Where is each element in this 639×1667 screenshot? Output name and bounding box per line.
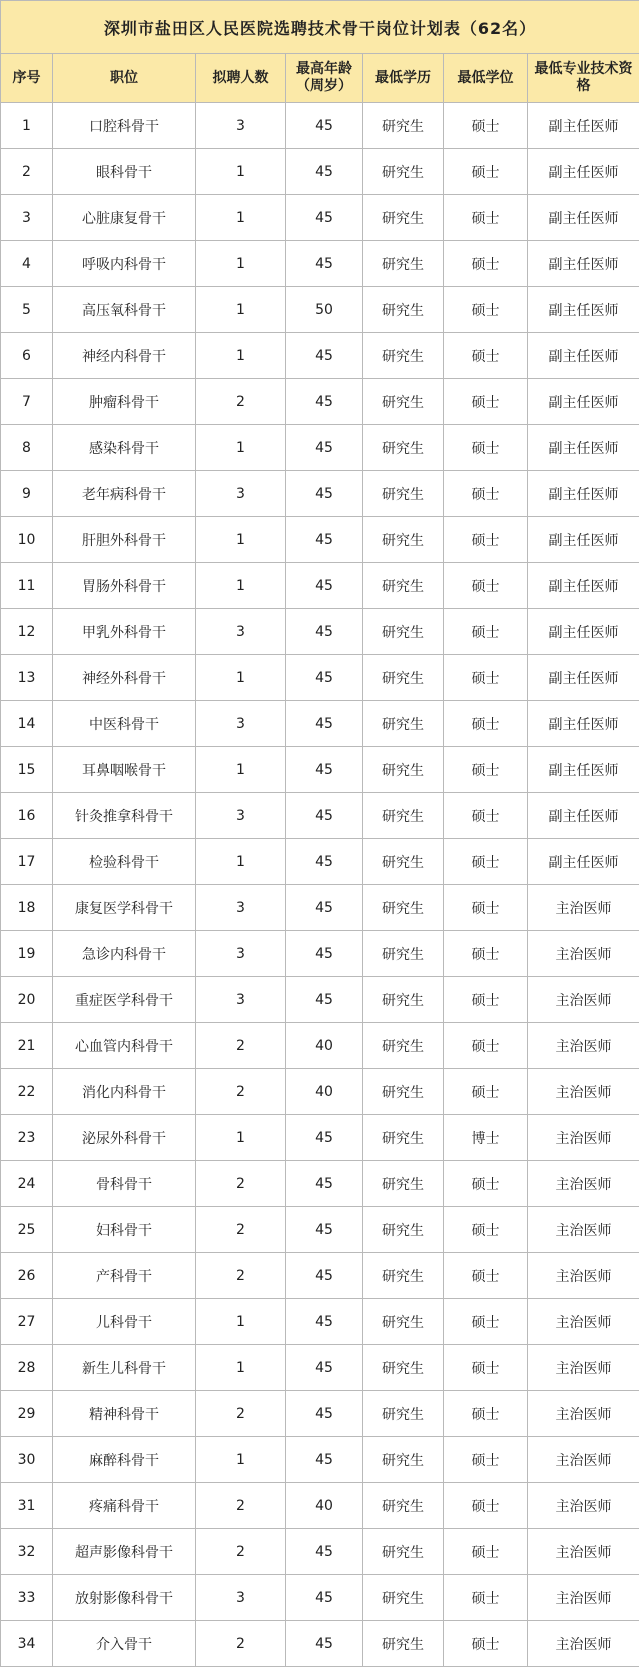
cell-position: 神经内科骨干 [53, 333, 196, 379]
cell-index: 30 [1, 1437, 53, 1483]
table-body [1, 103, 639, 1667]
cell-index: 33 [1, 1575, 53, 1621]
cell-max-age: 45 [286, 655, 363, 701]
cell-max-age: 45 [286, 471, 363, 517]
cell-max-age: 45 [286, 885, 363, 931]
cell-max-age: 45 [286, 333, 363, 379]
cell-min-qualification: 副主任医师 [528, 333, 639, 379]
cell-min-education: 研究生 [363, 1345, 444, 1391]
cell-max-age: 45 [286, 701, 363, 747]
cell-min-degree: 硕士 [444, 931, 528, 977]
cell-min-education: 研究生 [363, 1069, 444, 1115]
cell-index: 29 [1, 1391, 53, 1437]
cell-min-education: 研究生 [363, 747, 444, 793]
cell-headcount: 1 [196, 1437, 286, 1483]
cell-min-degree: 硕士 [444, 103, 528, 149]
cell-min-qualification: 副主任医师 [528, 103, 639, 149]
cell-headcount: 1 [196, 1115, 286, 1161]
cell-index: 3 [1, 195, 53, 241]
table-row [1, 1207, 639, 1253]
cell-headcount: 2 [196, 1253, 286, 1299]
cell-min-degree: 硕士 [444, 471, 528, 517]
cell-min-education: 研究生 [363, 701, 444, 747]
table-row [1, 425, 639, 471]
cell-index: 16 [1, 793, 53, 839]
cell-headcount: 3 [196, 977, 286, 1023]
cell-min-degree: 硕士 [444, 701, 528, 747]
table-row [1, 195, 639, 241]
cell-min-degree: 硕士 [444, 425, 528, 471]
cell-max-age: 50 [286, 287, 363, 333]
cell-max-age: 45 [286, 1437, 363, 1483]
cell-headcount: 1 [196, 333, 286, 379]
table-row [1, 471, 639, 517]
cell-index: 2 [1, 149, 53, 195]
cell-index: 31 [1, 1483, 53, 1529]
cell-max-age: 45 [286, 425, 363, 471]
cell-min-degree: 硕士 [444, 287, 528, 333]
cell-min-education: 研究生 [363, 1299, 444, 1345]
cell-min-degree: 硕士 [444, 609, 528, 655]
cell-min-degree: 博士 [444, 1115, 528, 1161]
cell-headcount: 1 [196, 839, 286, 885]
table-row [1, 931, 639, 977]
cell-position: 康复医学科骨干 [53, 885, 196, 931]
cell-min-education: 研究生 [363, 839, 444, 885]
cell-position: 心脏康复骨干 [53, 195, 196, 241]
cell-min-qualification: 副主任医师 [528, 379, 639, 425]
cell-headcount: 2 [196, 1023, 286, 1069]
cell-position: 急诊内科骨干 [53, 931, 196, 977]
cell-min-qualification: 主治医师 [528, 885, 639, 931]
cell-min-qualification: 主治医师 [528, 1621, 639, 1667]
table-row [1, 563, 639, 609]
cell-max-age: 45 [286, 1299, 363, 1345]
cell-index: 12 [1, 609, 53, 655]
cell-min-qualification: 副主任医师 [528, 609, 639, 655]
cell-min-education: 研究生 [363, 241, 444, 287]
cell-min-education: 研究生 [363, 425, 444, 471]
cell-min-degree: 硕士 [444, 149, 528, 195]
cell-min-education: 研究生 [363, 517, 444, 563]
cell-min-education: 研究生 [363, 379, 444, 425]
cell-min-qualification: 副主任医师 [528, 747, 639, 793]
cell-headcount: 1 [196, 1299, 286, 1345]
cell-max-age: 45 [286, 149, 363, 195]
cell-min-qualification: 副主任医师 [528, 425, 639, 471]
cell-headcount: 2 [196, 1529, 286, 1575]
cell-min-degree: 硕士 [444, 1023, 528, 1069]
cell-position: 骨科骨干 [53, 1161, 196, 1207]
cell-position: 感染科骨干 [53, 425, 196, 471]
cell-max-age: 45 [286, 195, 363, 241]
cell-index: 26 [1, 1253, 53, 1299]
cell-index: 18 [1, 885, 53, 931]
cell-headcount: 1 [196, 747, 286, 793]
cell-min-qualification: 副主任医师 [528, 701, 639, 747]
cell-position: 肿瘤科骨干 [53, 379, 196, 425]
cell-min-qualification: 主治医师 [528, 977, 639, 1023]
cell-index: 23 [1, 1115, 53, 1161]
cell-position: 新生儿科骨干 [53, 1345, 196, 1391]
header-headcount: 拟聘人数 [196, 54, 286, 103]
cell-max-age: 45 [286, 1529, 363, 1575]
cell-min-degree: 硕士 [444, 1621, 528, 1667]
table-row [1, 1161, 639, 1207]
cell-max-age: 45 [286, 609, 363, 655]
cell-max-age: 45 [286, 1391, 363, 1437]
cell-index: 4 [1, 241, 53, 287]
cell-max-age: 45 [286, 977, 363, 1023]
table-row [1, 1437, 639, 1483]
table-row [1, 1069, 639, 1115]
cell-position: 心血管内科骨干 [53, 1023, 196, 1069]
cell-headcount: 2 [196, 1207, 286, 1253]
cell-index: 8 [1, 425, 53, 471]
table-row [1, 517, 639, 563]
cell-min-degree: 硕士 [444, 793, 528, 839]
cell-index: 9 [1, 471, 53, 517]
cell-index: 24 [1, 1161, 53, 1207]
cell-position: 高压氧科骨干 [53, 287, 196, 333]
cell-min-degree: 硕士 [444, 977, 528, 1023]
header-max-age: 最高年龄（周岁） [286, 54, 363, 103]
table-row [1, 149, 639, 195]
cell-min-education: 研究生 [363, 655, 444, 701]
cell-position: 重症医学科骨干 [53, 977, 196, 1023]
cell-min-education: 研究生 [363, 1529, 444, 1575]
cell-min-degree: 硕士 [444, 1575, 528, 1621]
cell-min-degree: 硕士 [444, 1345, 528, 1391]
cell-headcount: 2 [196, 1621, 286, 1667]
cell-position: 麻醉科骨干 [53, 1437, 196, 1483]
cell-position: 肝胆外科骨干 [53, 517, 196, 563]
cell-index: 6 [1, 333, 53, 379]
cell-min-qualification: 主治医师 [528, 1161, 639, 1207]
header-min-education: 最低学历 [363, 54, 444, 103]
cell-position: 介入骨干 [53, 1621, 196, 1667]
cell-index: 1 [1, 103, 53, 149]
cell-headcount: 2 [196, 1069, 286, 1115]
cell-min-education: 研究生 [363, 1391, 444, 1437]
cell-headcount: 2 [196, 379, 286, 425]
cell-headcount: 1 [196, 1345, 286, 1391]
cell-headcount: 1 [196, 195, 286, 241]
cell-min-degree: 硕士 [444, 655, 528, 701]
cell-position: 胃肠外科骨干 [53, 563, 196, 609]
cell-min-degree: 硕士 [444, 747, 528, 793]
cell-max-age: 45 [286, 1621, 363, 1667]
cell-position: 妇科骨干 [53, 1207, 196, 1253]
header-min-degree: 最低学位 [444, 54, 528, 103]
cell-headcount: 2 [196, 1483, 286, 1529]
table-row [1, 1575, 639, 1621]
cell-min-education: 研究生 [363, 1115, 444, 1161]
cell-min-qualification: 副主任医师 [528, 241, 639, 287]
cell-min-education: 研究生 [363, 563, 444, 609]
cell-headcount: 3 [196, 471, 286, 517]
cell-min-qualification: 主治医师 [528, 1345, 639, 1391]
cell-index: 21 [1, 1023, 53, 1069]
cell-min-education: 研究生 [363, 793, 444, 839]
cell-min-degree: 硕士 [444, 1437, 528, 1483]
cell-max-age: 45 [286, 1207, 363, 1253]
cell-index: 34 [1, 1621, 53, 1667]
cell-min-qualification: 副主任医师 [528, 471, 639, 517]
cell-index: 28 [1, 1345, 53, 1391]
cell-position: 神经外科骨干 [53, 655, 196, 701]
cell-min-degree: 硕士 [444, 379, 528, 425]
table-row [1, 793, 639, 839]
cell-min-degree: 硕士 [444, 839, 528, 885]
table-row [1, 1621, 639, 1667]
cell-min-education: 研究生 [363, 195, 444, 241]
cell-max-age: 45 [286, 1253, 363, 1299]
table-row [1, 885, 639, 931]
cell-headcount: 1 [196, 287, 286, 333]
cell-position: 呼吸内科骨干 [53, 241, 196, 287]
cell-min-qualification: 主治医师 [528, 1115, 639, 1161]
cell-position: 眼科骨干 [53, 149, 196, 195]
cell-position: 超声影像科骨干 [53, 1529, 196, 1575]
cell-min-qualification: 主治医师 [528, 1483, 639, 1529]
cell-headcount: 3 [196, 793, 286, 839]
cell-min-education: 研究生 [363, 333, 444, 379]
cell-position: 检验科骨干 [53, 839, 196, 885]
cell-max-age: 45 [286, 1115, 363, 1161]
cell-position: 中医科骨干 [53, 701, 196, 747]
cell-index: 20 [1, 977, 53, 1023]
cell-min-education: 研究生 [363, 1207, 444, 1253]
cell-min-education: 研究生 [363, 149, 444, 195]
cell-min-qualification: 主治医师 [528, 931, 639, 977]
cell-index: 27 [1, 1299, 53, 1345]
cell-min-degree: 硕士 [444, 1299, 528, 1345]
table-row [1, 839, 639, 885]
cell-max-age: 45 [286, 517, 363, 563]
cell-position: 老年病科骨干 [53, 471, 196, 517]
cell-min-degree: 硕士 [444, 1391, 528, 1437]
cell-min-education: 研究生 [363, 1253, 444, 1299]
cell-position: 针灸推拿科骨干 [53, 793, 196, 839]
table-row [1, 977, 639, 1023]
cell-max-age: 45 [286, 1575, 363, 1621]
header-index: 序号 [1, 54, 53, 103]
cell-min-degree: 硕士 [444, 517, 528, 563]
cell-max-age: 45 [286, 839, 363, 885]
table-row [1, 1345, 639, 1391]
cell-min-education: 研究生 [363, 931, 444, 977]
cell-min-degree: 硕士 [444, 885, 528, 931]
cell-min-degree: 硕士 [444, 333, 528, 379]
cell-headcount: 3 [196, 931, 286, 977]
cell-headcount: 2 [196, 1161, 286, 1207]
cell-min-qualification: 主治医师 [528, 1023, 639, 1069]
cell-index: 19 [1, 931, 53, 977]
cell-headcount: 2 [196, 1391, 286, 1437]
cell-position: 疼痛科骨干 [53, 1483, 196, 1529]
table-row [1, 241, 639, 287]
cell-min-qualification: 主治医师 [528, 1069, 639, 1115]
cell-max-age: 45 [286, 103, 363, 149]
cell-min-qualification: 副主任医师 [528, 149, 639, 195]
cell-min-education: 研究生 [363, 1621, 444, 1667]
cell-headcount: 1 [196, 425, 286, 471]
cell-min-degree: 硕士 [444, 1253, 528, 1299]
cell-index: 22 [1, 1069, 53, 1115]
cell-min-education: 研究生 [363, 1023, 444, 1069]
cell-position: 消化内科骨干 [53, 1069, 196, 1115]
table-row [1, 747, 639, 793]
cell-min-degree: 硕士 [444, 1483, 528, 1529]
cell-position: 泌尿外科骨干 [53, 1115, 196, 1161]
cell-position: 产科骨干 [53, 1253, 196, 1299]
cell-min-education: 研究生 [363, 977, 444, 1023]
cell-headcount: 1 [196, 517, 286, 563]
table-row [1, 1299, 639, 1345]
cell-max-age: 45 [286, 379, 363, 425]
cell-min-degree: 硕士 [444, 1161, 528, 1207]
cell-min-qualification: 副主任医师 [528, 793, 639, 839]
cell-position: 精神科骨干 [53, 1391, 196, 1437]
cell-min-degree: 硕士 [444, 563, 528, 609]
cell-index: 15 [1, 747, 53, 793]
table-row [1, 287, 639, 333]
header-position: 职位 [53, 54, 196, 103]
cell-min-education: 研究生 [363, 287, 444, 333]
cell-headcount: 3 [196, 885, 286, 931]
cell-min-qualification: 副主任医师 [528, 517, 639, 563]
cell-min-education: 研究生 [363, 1483, 444, 1529]
cell-max-age: 45 [286, 931, 363, 977]
cell-min-education: 研究生 [363, 1161, 444, 1207]
table-title: 深圳市盐田区人民医院选聘技术骨干岗位计划表（62名） [1, 1, 639, 54]
table-row [1, 701, 639, 747]
cell-headcount: 1 [196, 149, 286, 195]
cell-index: 13 [1, 655, 53, 701]
cell-index: 32 [1, 1529, 53, 1575]
cell-max-age: 40 [286, 1483, 363, 1529]
table-row [1, 655, 639, 701]
cell-max-age: 40 [286, 1023, 363, 1069]
cell-position: 耳鼻咽喉骨干 [53, 747, 196, 793]
cell-headcount: 3 [196, 1575, 286, 1621]
cell-index: 7 [1, 379, 53, 425]
cell-index: 5 [1, 287, 53, 333]
cell-max-age: 45 [286, 241, 363, 287]
table-row [1, 333, 639, 379]
cell-position: 甲乳外科骨干 [53, 609, 196, 655]
table-row [1, 1023, 639, 1069]
cell-min-qualification: 主治医师 [528, 1253, 639, 1299]
cell-min-qualification: 副主任医师 [528, 287, 639, 333]
cell-headcount: 1 [196, 241, 286, 287]
cell-min-degree: 硕士 [444, 1069, 528, 1115]
cell-min-education: 研究生 [363, 471, 444, 517]
table-row [1, 379, 639, 425]
cell-headcount: 1 [196, 563, 286, 609]
cell-min-qualification: 副主任医师 [528, 839, 639, 885]
cell-min-education: 研究生 [363, 1437, 444, 1483]
cell-min-degree: 硕士 [444, 195, 528, 241]
cell-position: 儿科骨干 [53, 1299, 196, 1345]
cell-min-qualification: 主治医师 [528, 1437, 639, 1483]
table-row [1, 103, 639, 149]
cell-min-education: 研究生 [363, 1575, 444, 1621]
cell-headcount: 3 [196, 701, 286, 747]
table-row [1, 1483, 639, 1529]
cell-min-qualification: 副主任医师 [528, 563, 639, 609]
cell-min-qualification: 主治医师 [528, 1391, 639, 1437]
cell-index: 25 [1, 1207, 53, 1253]
cell-min-qualification: 副主任医师 [528, 655, 639, 701]
cell-min-qualification: 副主任医师 [528, 195, 639, 241]
cell-min-qualification: 主治医师 [528, 1575, 639, 1621]
cell-max-age: 40 [286, 1069, 363, 1115]
cell-max-age: 45 [286, 793, 363, 839]
cell-headcount: 1 [196, 655, 286, 701]
cell-max-age: 45 [286, 1161, 363, 1207]
cell-min-degree: 硕士 [444, 241, 528, 287]
cell-max-age: 45 [286, 747, 363, 793]
table-row [1, 1391, 639, 1437]
cell-headcount: 3 [196, 609, 286, 655]
header-row [1, 54, 639, 103]
cell-max-age: 45 [286, 1345, 363, 1391]
cell-min-education: 研究生 [363, 103, 444, 149]
cell-min-qualification: 主治医师 [528, 1299, 639, 1345]
cell-headcount: 3 [196, 103, 286, 149]
cell-position: 放射影像科骨干 [53, 1575, 196, 1621]
cell-min-degree: 硕士 [444, 1207, 528, 1253]
cell-index: 11 [1, 563, 53, 609]
cell-index: 10 [1, 517, 53, 563]
cell-min-qualification: 主治医师 [528, 1529, 639, 1575]
table-row [1, 1529, 639, 1575]
cell-index: 14 [1, 701, 53, 747]
table-row [1, 1253, 639, 1299]
cell-index: 17 [1, 839, 53, 885]
header-min-qualification: 最低专业技术资格 [528, 54, 639, 103]
table-row [1, 609, 639, 655]
cell-min-education: 研究生 [363, 609, 444, 655]
cell-min-qualification: 主治医师 [528, 1207, 639, 1253]
cell-max-age: 45 [286, 563, 363, 609]
cell-position: 口腔科骨干 [53, 103, 196, 149]
table-row [1, 1115, 639, 1161]
cell-min-degree: 硕士 [444, 1529, 528, 1575]
cell-min-education: 研究生 [363, 885, 444, 931]
